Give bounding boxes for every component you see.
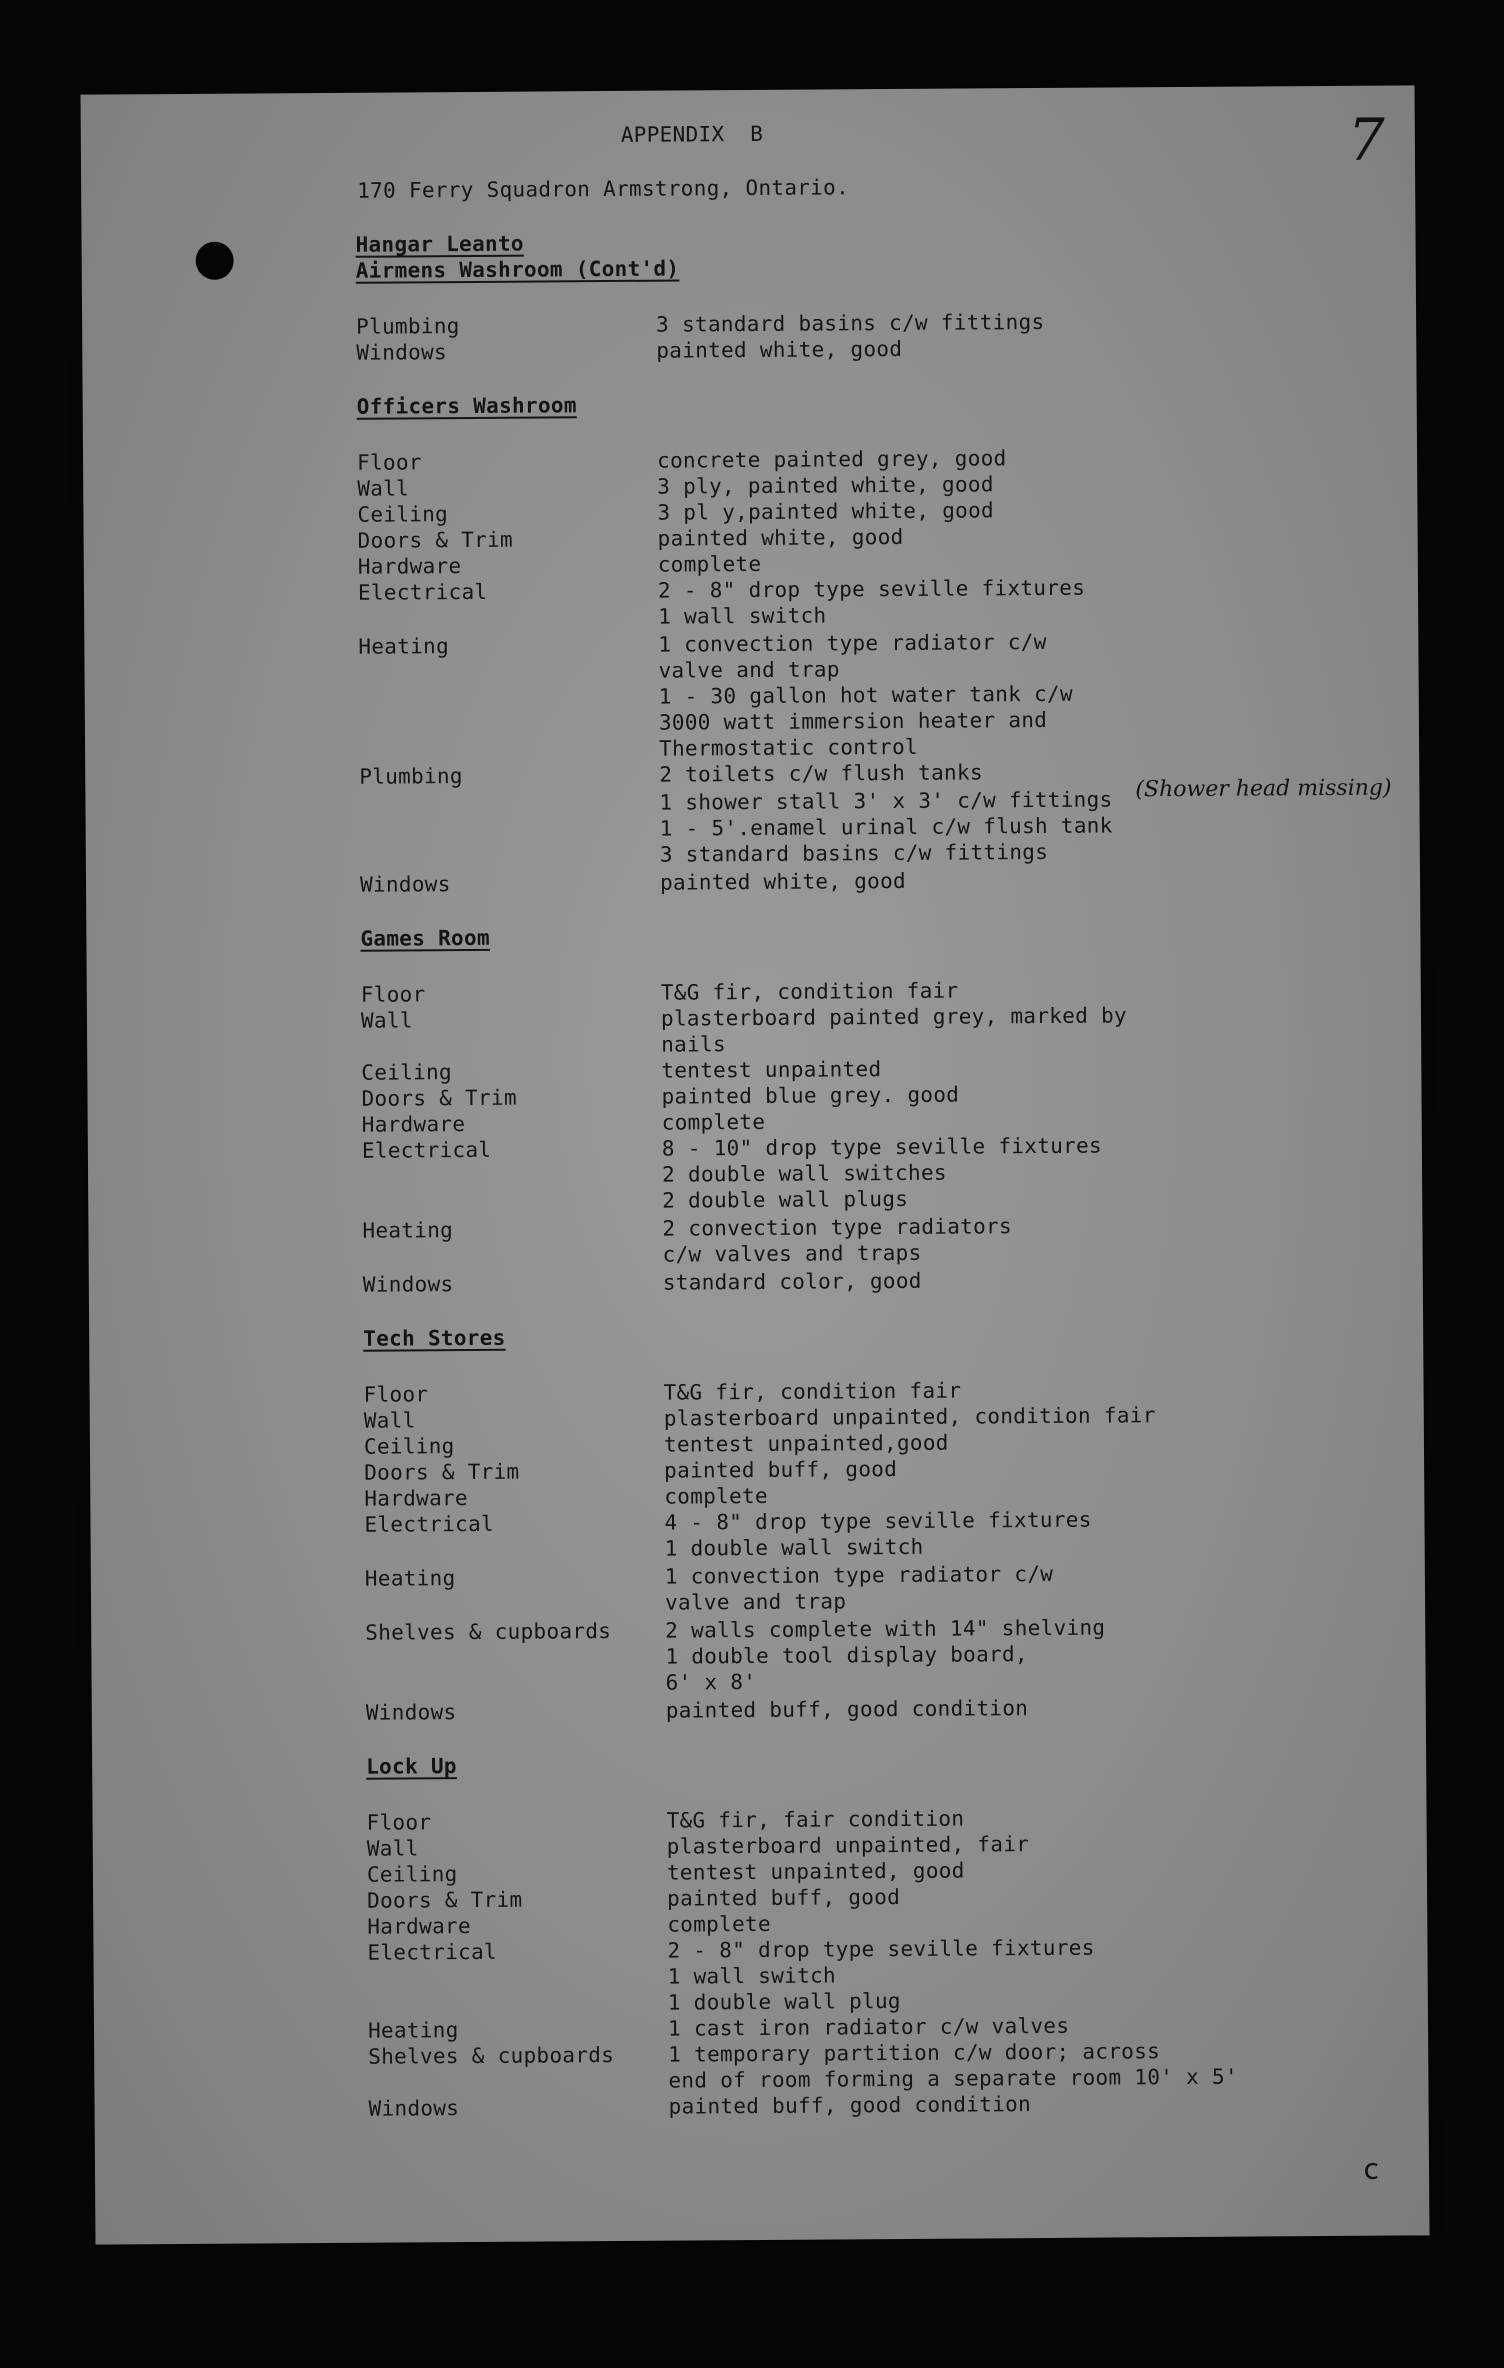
row-label: Doors & Trim: [367, 1887, 523, 1913]
row-label: Heating: [362, 1218, 454, 1243]
row-value: painted buff, good condition: [665, 1696, 1029, 1723]
row-value: painted buff, good: [664, 1457, 898, 1483]
location-line: 170 Ferry Squadron Armstrong, Ontario.: [357, 175, 850, 203]
row-value: complete: [667, 1911, 771, 1937]
row-value: painted blue grey. good: [661, 1082, 960, 1109]
row-label: Hardware: [364, 1486, 468, 1511]
row-value: 1 double wall switch: [664, 1534, 924, 1561]
row-label: Ceiling: [366, 1862, 458, 1887]
row-value: 2 walls complete with 14" shelving: [665, 1615, 1106, 1643]
row-value: 4 - 8" drop type seville fixtures: [664, 1507, 1092, 1535]
row-label: Heating: [367, 2018, 459, 2043]
row-value: concrete painted grey, good: [656, 446, 1007, 473]
row-label: Heating: [358, 634, 450, 659]
row-value: valve and trap: [664, 1589, 847, 1615]
row-label: Wall: [360, 1008, 413, 1033]
row-value: 2 toilets c/w flush tanks: [659, 760, 983, 787]
row-label: Shelves & cupboards: [368, 2043, 615, 2069]
row-value: 8 - 10" drop type seville fixtures: [661, 1133, 1103, 1161]
row-label: Plumbing: [359, 764, 463, 789]
row-label: Plumbing: [356, 314, 460, 339]
row-value: complete: [664, 1483, 768, 1509]
row-value: 2 double wall plugs: [662, 1186, 909, 1213]
row-value: 1 shower stall 3' x 3' c/w fittings: [659, 787, 1113, 815]
row-value: 3 ply, painted white, good: [657, 472, 994, 499]
row-value: plasterboard unpainted, fair: [666, 1832, 1030, 1859]
section-title: Tech Stores: [363, 1325, 506, 1351]
row-label: Windows: [362, 1272, 454, 1297]
row-value: plasterboard unpainted, condition fair: [663, 1403, 1156, 1431]
row-value: nails: [661, 1032, 726, 1057]
row-label: Floor: [363, 1382, 429, 1407]
row-value: complete: [657, 551, 762, 577]
row-label: Heating: [364, 1566, 456, 1591]
corner-mark: c: [1363, 2152, 1380, 2186]
section-title: Lock Up: [366, 1754, 457, 1779]
row-value: 2 - 8" drop type seville fixtures: [657, 575, 1086, 603]
row-value: plasterboard painted grey, marked by: [660, 1003, 1128, 1031]
row-value: 3 pl y,painted white, good: [657, 498, 995, 525]
row-label: Floor: [366, 1810, 432, 1835]
row-value: T&G fir, condition fair: [663, 1378, 962, 1405]
row-label: Windows: [368, 2096, 460, 2121]
row-value: tentest unpainted: [661, 1057, 882, 1083]
row-value: T&G fir, condition fair: [660, 978, 959, 1005]
row-value: painted white, good: [659, 868, 907, 895]
row-label: Hardware: [367, 1914, 471, 1939]
row-value: 1 - 30 gallon hot water tank c/w: [658, 681, 1073, 709]
row-label: Hardware: [357, 554, 462, 579]
row-value: 2 - 8" drop type seville fixtures: [667, 1935, 1095, 1963]
row-value: tentest unpainted,good: [663, 1430, 949, 1457]
document-page: [81, 85, 1430, 2244]
row-label: Windows: [365, 1700, 457, 1725]
appendix-title: APPENDIX B: [620, 121, 764, 147]
row-label: Doors & Trim: [364, 1459, 520, 1485]
row-value: tentest unpainted, good: [666, 1858, 965, 1885]
row-value: painted buff, good: [667, 1885, 901, 1911]
row-label: Ceiling: [363, 1434, 455, 1459]
row-label: Ceiling: [361, 1060, 453, 1085]
row-label: Wall: [363, 1408, 416, 1433]
row-value: 3000 watt immersion heater and: [658, 707, 1048, 735]
section-title: Officers Washroom: [356, 393, 577, 419]
row-value: c/w valves and traps: [662, 1240, 922, 1267]
row-label: Wall: [357, 476, 410, 501]
row-label: Doors & Trim: [361, 1085, 517, 1111]
row-label: Shelves & cupboards: [365, 1619, 612, 1645]
row-value: valve and trap: [658, 657, 840, 683]
row-label: Windows: [359, 872, 451, 897]
section-title: Hangar Leanto: [355, 231, 524, 257]
row-value: 1 cast iron radiator c/w valves: [667, 2013, 1070, 2041]
row-value: complete: [661, 1109, 766, 1135]
row-value: 1 convection type radiator c/w: [664, 1561, 1054, 1589]
punch-hole: [196, 242, 234, 280]
row-value: 1 convection type radiator c/w: [658, 629, 1047, 657]
row-value: 3 standard basins c/w fittings: [656, 309, 1045, 337]
row-value: painted white, good: [656, 336, 903, 363]
row-value: standard color, good: [662, 1268, 922, 1295]
row-value: 1 - 5'.enamel urinal c/w flush tank: [659, 813, 1113, 841]
row-label: Windows: [356, 340, 448, 365]
row-label: Electrical: [367, 1939, 498, 1965]
section-title: Airmens Washroom (Cont'd): [355, 256, 680, 283]
row-label: Electrical: [357, 579, 488, 605]
row-value: 2 double wall switches: [661, 1160, 947, 1187]
row-value: 1 double wall plug: [667, 1989, 901, 2015]
page-number-handwritten: 7: [1347, 105, 1386, 174]
row-value: 1 wall switch: [667, 1963, 837, 1989]
row-value: 1 double tool display board,: [665, 1642, 1028, 1669]
row-value: painted white, good: [657, 524, 904, 551]
row-label: Ceiling: [357, 502, 449, 527]
row-value: T&G fir, fair condition: [666, 1806, 965, 1833]
row-label: Hardware: [361, 1112, 466, 1137]
row-value: 1 wall switch: [658, 603, 827, 629]
row-value: Thermostatic control: [659, 734, 919, 761]
row-label: Doors & Trim: [357, 527, 514, 553]
handwritten-annotation: (Shower head missing): [1135, 775, 1392, 803]
row-value: 1 temporary partition c/w door; across: [668, 2039, 1161, 2067]
row-value: 2 convection type radiators: [662, 1214, 1012, 1241]
row-value: 3 standard basins c/w fittings: [659, 839, 1049, 867]
row-value: 6' x 8': [665, 1670, 757, 1695]
row-label: Floor: [357, 450, 422, 475]
section-title: Games Room: [360, 925, 490, 951]
row-label: Electrical: [364, 1511, 495, 1537]
row-value: painted buff, good condition: [668, 2092, 1032, 2119]
row-label: Electrical: [361, 1137, 492, 1163]
row-label: Wall: [366, 1836, 419, 1861]
row-label: Floor: [360, 982, 426, 1007]
row-value: end of room forming a separate room 10' x 5': [668, 2064, 1238, 2093]
